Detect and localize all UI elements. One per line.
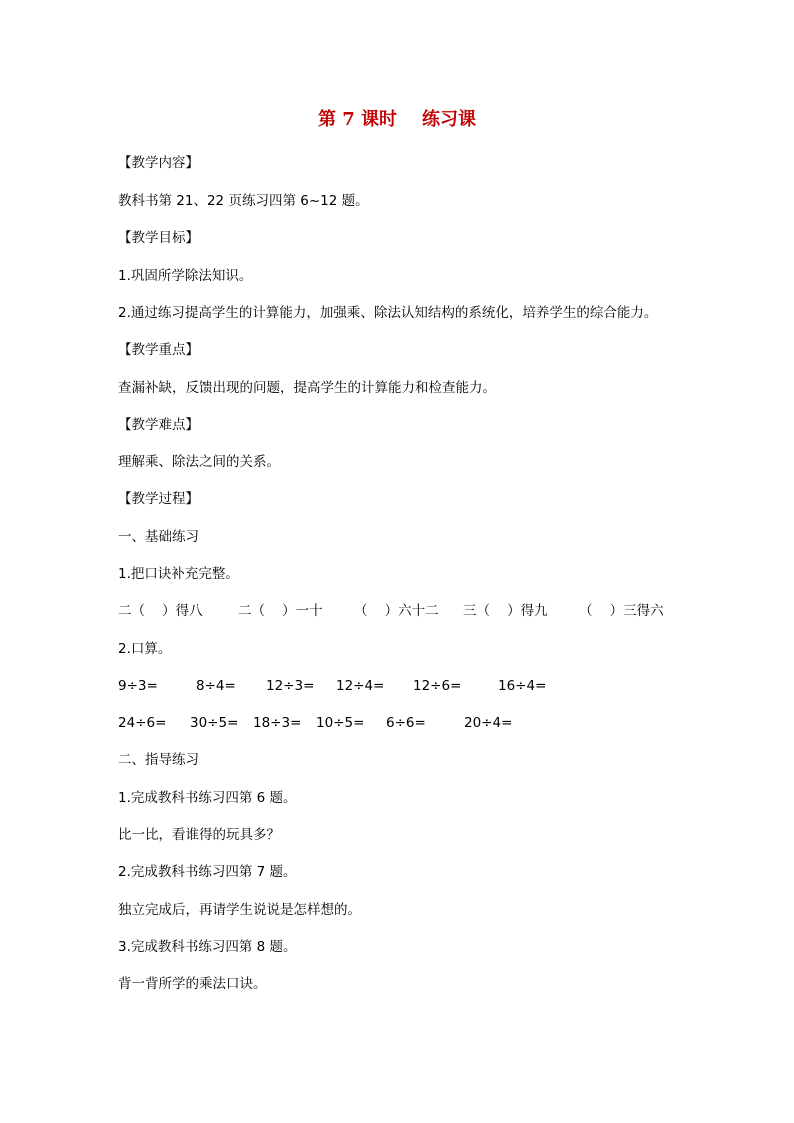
- calc-item: 9÷3=: [118, 678, 158, 694]
- calc-item: 16÷4=: [498, 678, 547, 694]
- task-1: 1.把口诀补充完整。: [118, 566, 239, 582]
- guide-3: 3.完成教科书练习四第 8 题。: [118, 939, 297, 955]
- rhyme-item: （ ）六十二: [354, 603, 439, 619]
- guide-3-note: 背一背所学的乘法口诀。: [118, 976, 267, 992]
- calc-item: 20÷4=: [464, 715, 513, 731]
- goal-2: 2.通过练习提高学生的计算能力，加强乘、除法认知结构的系统化，培养学生的综合能力。: [118, 305, 658, 321]
- task-2: 2.口算。: [118, 641, 172, 657]
- rhyme-item: （ ）三得六: [579, 603, 664, 619]
- calc-item: 30÷5=: [190, 715, 239, 731]
- rhyme-item: 二（ ）一十: [238, 603, 323, 619]
- key-text: 查漏补缺，反馈出现的问题，提高学生的计算能力和检查能力。: [118, 380, 496, 396]
- content-heading: 【教学内容】: [118, 155, 199, 171]
- guide-2: 2.完成教科书练习四第 7 题。: [118, 864, 297, 880]
- calc-item: 12÷3=: [266, 678, 315, 694]
- calc-item: 24÷6=: [118, 715, 167, 731]
- calc-item: 10÷5=: [316, 715, 365, 731]
- guide-1: 1.完成教科书练习四第 6 题。: [118, 790, 297, 806]
- page-title: 第 7 课时 练习课: [317, 109, 477, 130]
- content-text: 教科书第 21、22 页练习四第 6~12 题。: [118, 193, 369, 209]
- guide-1-note: 比一比，看谁得的玩具多？: [118, 827, 280, 843]
- guide-2-note: 独立完成后，再请学生说说是怎样想的。: [118, 902, 361, 918]
- goals-heading: 【教学目标】: [118, 230, 199, 246]
- difficulty-text: 理解乘、除法之间的关系。: [118, 454, 280, 470]
- part-1-heading: 一、基础练习: [118, 529, 199, 545]
- calc-item: 6÷6=: [386, 715, 426, 731]
- calc-item: 18÷3=: [253, 715, 302, 731]
- calc-item: 12÷6=: [413, 678, 462, 694]
- rhyme-item: 二（ ）得八: [118, 603, 203, 619]
- calc-item: 8÷4=: [196, 678, 236, 694]
- rhyme-item: 三（ ）得九: [463, 603, 548, 619]
- goal-1: 1.巩固所学除法知识。: [118, 268, 253, 284]
- difficulty-heading: 【教学难点】: [118, 417, 199, 433]
- calc-item: 12÷4=: [336, 678, 385, 694]
- process-heading: 【教学过程】: [118, 491, 199, 507]
- part-2-heading: 二、指导练习: [118, 752, 199, 768]
- key-heading: 【教学重点】: [118, 342, 199, 358]
